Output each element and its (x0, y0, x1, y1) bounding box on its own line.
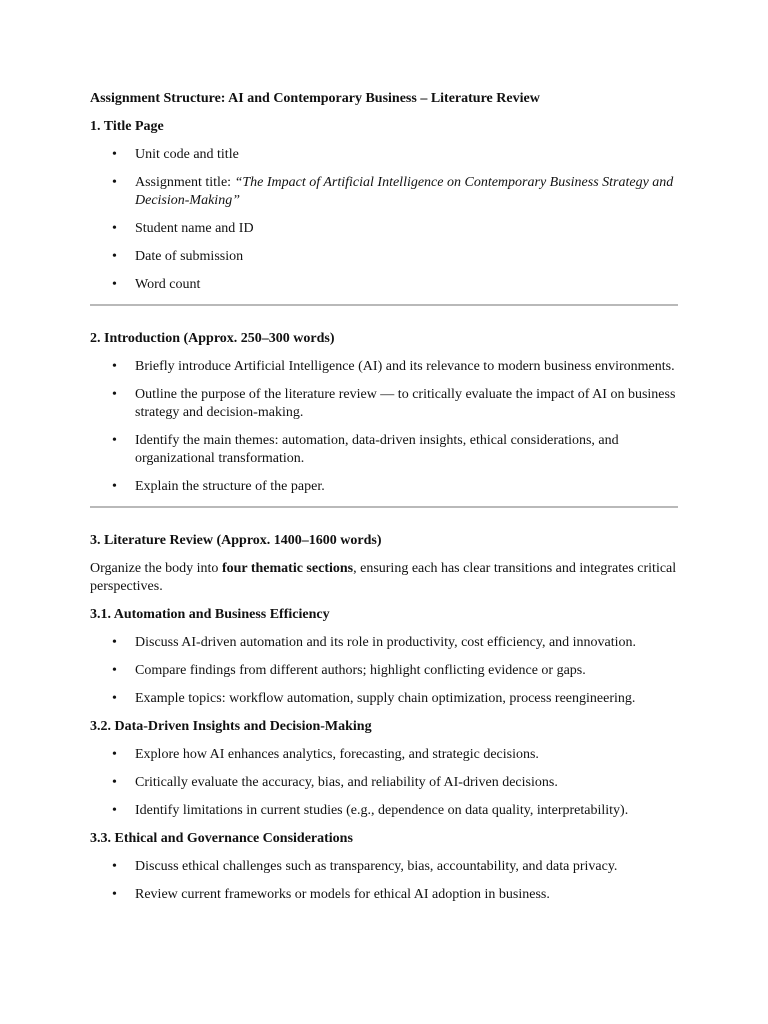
list-item (90, 774, 678, 792)
document-title: Assignment Structure: AI and Contemporary Business – Literature Review (90, 91, 540, 106)
list-item-text: Date of submission (135, 249, 244, 264)
bullet-icon: • (112, 663, 117, 678)
bullet-icon: • (112, 479, 117, 494)
list-item (90, 220, 678, 238)
list-item (90, 358, 678, 376)
list-item (90, 802, 678, 820)
list-item-text: Discuss AI-driven automation and its role in productivity, cost efficiency, and innovation. (135, 635, 637, 650)
data-driven-list (90, 746, 678, 820)
introduction-list (90, 358, 678, 496)
list-item-text: Identify limitations in current studies (e.g., dependence on data quality, interpretability). (135, 803, 629, 818)
bullet-icon: • (112, 249, 117, 264)
bullet-icon: • (112, 635, 117, 650)
bullet-icon: • (112, 175, 117, 190)
bullet-icon: • (112, 277, 117, 292)
bullet-icon: • (112, 221, 117, 236)
list-item-text: Review current frameworks or models for ethical AI adoption in business. (135, 887, 550, 902)
section-heading-introduction: 2. Introduction (Approx. 250–300 words) (90, 331, 335, 346)
section-divider (90, 506, 678, 508)
intro-text-bold: four thematic sections (221, 561, 354, 576)
title-page-list (90, 146, 678, 294)
bullet-icon: • (112, 147, 117, 162)
list-item (90, 432, 678, 468)
intro-text-before: Organize the body into (90, 561, 222, 576)
list-item (90, 146, 678, 164)
bullet-icon: • (112, 387, 117, 402)
list-item (90, 690, 678, 708)
list-item (90, 662, 678, 680)
literature-review-intro (90, 560, 678, 596)
section-divider (90, 304, 678, 306)
list-item-text: Explore how AI enhances analytics, forecasting, and strategic decisions. (135, 747, 539, 762)
assignment-title-text: “The Impact of Artificial Intelligence on Contemporary Business Strategy and Decision-Making” (135, 175, 674, 208)
list-item-text: Unit code and title (135, 147, 239, 162)
section-heading-title-page: 1. Title Page (90, 119, 164, 134)
automation-list (90, 634, 678, 708)
list-item-text: Discuss ethical challenges such as transparency, bias, accountability, and data privacy. (135, 859, 618, 874)
list-item-text: Outline the purpose of the literature review — to critically evaluate the impact of AI on business strategy and decision-making. (135, 387, 676, 420)
list-item-text: Identify the main themes: automation, data-driven insights, ethical considerations, and organizational transformation. (135, 433, 619, 466)
bullet-icon: • (112, 859, 117, 874)
list-item-text: Compare findings from different authors; highlight conflicting evidence or gaps. (135, 663, 586, 678)
bullet-icon: • (112, 747, 117, 762)
subsection-heading-ethical: 3.3. Ethical and Governance Considerations (90, 831, 353, 846)
list-item (90, 478, 678, 496)
list-item-text: Example topics: workflow automation, supply chain optimization, process reengineering. (135, 691, 636, 706)
list-item (90, 634, 678, 652)
document-page (90, 90, 678, 914)
intro-text-after: , ensuring each has clear transitions and integrates critical perspectives. (90, 561, 677, 594)
list-item (90, 886, 678, 904)
list-item (90, 276, 678, 294)
list-item-text: Briefly introduce Artificial Intelligence (AI) and its relevance to modern business environments. (135, 359, 675, 374)
subsection-heading-data-driven: 3.2. Data-Driven Insights and Decision-Making (90, 719, 372, 734)
list-item (90, 248, 678, 266)
list-item (90, 174, 678, 210)
subsection-heading-automation: 3.1. Automation and Business Efficiency (90, 607, 330, 622)
list-item (90, 386, 678, 422)
bullet-icon: • (112, 691, 117, 706)
list-item-text: Explain the structure of the paper. (135, 479, 325, 494)
assignment-title-label: Assignment title: (135, 175, 235, 190)
bullet-icon: • (112, 433, 117, 448)
bullet-icon: • (112, 803, 117, 818)
ethical-list (90, 858, 678, 904)
list-item-text: Critically evaluate the accuracy, bias, and reliability of AI-driven decisions. (135, 775, 558, 790)
list-item-text: Word count (135, 277, 201, 292)
bullet-icon: • (112, 775, 117, 790)
list-item (90, 746, 678, 764)
bullet-icon: • (112, 887, 117, 902)
list-item (90, 858, 678, 876)
section-heading-literature-review: 3. Literature Review (Approx. 1400–1600 words) (90, 533, 382, 548)
list-item-text: Student name and ID (135, 221, 254, 236)
bullet-icon: • (112, 359, 117, 374)
